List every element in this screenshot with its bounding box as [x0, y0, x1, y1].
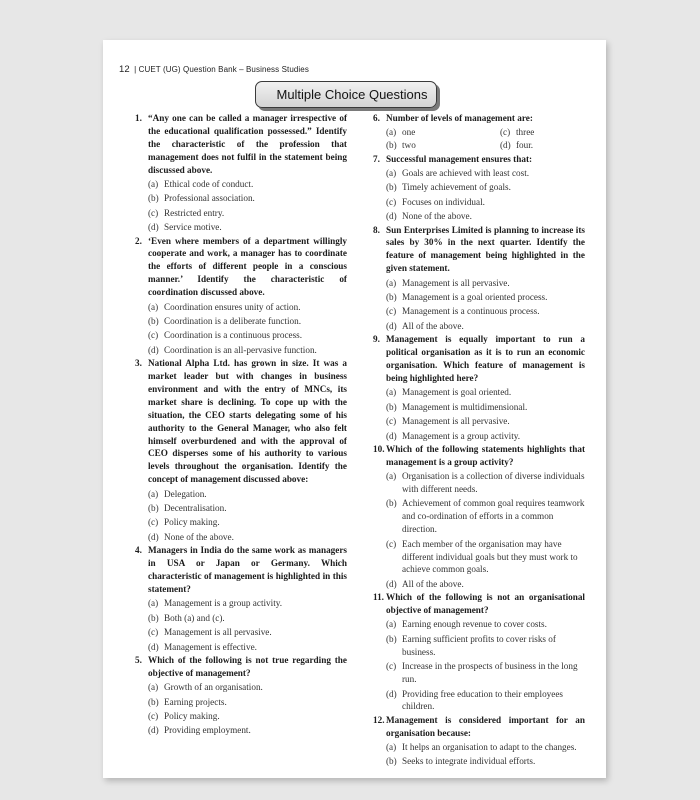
- option-d: [148, 531, 347, 544]
- option-text: Coordination is a deliberate function.: [164, 315, 302, 326]
- option-text: Timely achievement of goals.: [402, 182, 511, 193]
- option-text: None of the above.: [402, 211, 472, 222]
- options-grid: [386, 126, 585, 152]
- option-c: [148, 207, 347, 220]
- option-letter: (a): [148, 179, 159, 190]
- option-d: [386, 578, 585, 591]
- option-d: [386, 320, 585, 333]
- option-letter: (b): [148, 315, 159, 326]
- option-b: [148, 315, 347, 328]
- question-number: 1.: [135, 113, 142, 123]
- option-letter: (b): [148, 193, 159, 204]
- option-c: [386, 660, 585, 686]
- option-text: Providing free education to their employees children.: [402, 688, 563, 712]
- question-10: [373, 443, 585, 591]
- option-b: [148, 192, 347, 205]
- option-letter: (a): [386, 168, 397, 179]
- option-text: Achievement of common goal requires teamwork and co-ordination of efforts in a common direction.: [402, 498, 585, 535]
- right-column: [373, 112, 585, 768]
- question-7: [373, 153, 585, 224]
- option-letter: (c): [386, 538, 397, 549]
- option-b: [148, 502, 347, 515]
- option-text: Service motive.: [164, 222, 222, 233]
- option-text: All of the above.: [402, 578, 464, 589]
- question-stem: National Alpha Ltd. has grown in size. It was a market leader but with changes in business environment and with the entry of MNCs, its market share is declining. To cope up with the situation, the CEO starts delegating some of his authority to the General Manager, who also felt himself overburdened and with the approval of CEO disperses some of his authority to various levels throughout the organisation. Identify the concept of management discussed above:: [148, 358, 347, 485]
- question-number: 10.: [373, 443, 385, 454]
- option-text: Management is multidimensional.: [402, 401, 528, 412]
- left-column: [135, 112, 347, 737]
- option-text: Management is all pervasive.: [402, 277, 510, 288]
- option-c: [148, 710, 347, 723]
- question-number: 7.: [373, 153, 380, 164]
- option-letter: (d): [148, 531, 159, 542]
- option-letter: (a): [148, 598, 159, 609]
- option-letter: (c): [148, 627, 159, 638]
- question-number: 5.: [135, 654, 142, 665]
- option-letter: (a): [148, 682, 159, 693]
- option-letter: (d): [148, 725, 159, 736]
- question-stem: Which of the following is not an organisational objective of management?: [386, 592, 585, 616]
- option-text: Organisation is a collection of diverse individuals with different needs.: [402, 471, 585, 495]
- question-stem: Sun Enterprises Limited is planning to increase its sales by 30% in the next quarter. Identify the feature of management being highlighted in the given statement.: [386, 224, 585, 274]
- option-d: [148, 641, 347, 654]
- option-a: [386, 618, 585, 631]
- option-letter: (b): [386, 182, 397, 193]
- option-text: Increase in the prospects of business in the long run.: [402, 661, 578, 685]
- question-5: [135, 654, 347, 737]
- option-letter: (d): [500, 140, 511, 151]
- question-stem: Which of the following is not true regarding the objective of management?: [148, 654, 347, 678]
- question-number: 6.: [373, 113, 380, 123]
- option-letter: (d): [148, 222, 159, 233]
- question-stem: Successful management ensures that:: [386, 153, 533, 164]
- question-number: 3.: [135, 358, 142, 369]
- question-number: 11.: [373, 592, 384, 603]
- option-c: [386, 415, 585, 428]
- option-text: Delegation.: [164, 488, 207, 499]
- option-c: [148, 329, 347, 342]
- option-text: Policy making.: [164, 710, 220, 721]
- option-text: Focuses on individual.: [402, 196, 485, 207]
- option-letter: (a): [386, 277, 397, 288]
- option-letter: (b): [386, 498, 397, 509]
- option-text: Restricted entry.: [164, 207, 225, 218]
- option-text: Coordination is an all-pervasive function.: [164, 344, 317, 355]
- option-text: four.: [516, 140, 534, 151]
- option-text: Both (a) and (c).: [164, 612, 225, 623]
- book-page: [103, 40, 606, 778]
- option-text: Management is a continuous process.: [402, 306, 540, 317]
- option-a: [386, 126, 500, 139]
- option-text: Professional association.: [164, 193, 255, 204]
- option-text: three: [516, 127, 535, 138]
- option-letter: (c): [386, 306, 397, 317]
- option-letter: (d): [148, 641, 159, 652]
- question-stem: Managers in India do the same work as managers in USA or Japan or Germany. Which characteristic of management is highlighted in this statement?: [148, 545, 347, 594]
- option-d: [386, 688, 585, 714]
- option-text: Management is a goal oriented process.: [402, 292, 548, 303]
- page-number: 12: [119, 64, 130, 75]
- question-1: [135, 112, 347, 234]
- option-b: [386, 181, 585, 194]
- option-b: [386, 497, 585, 536]
- question-8: [373, 224, 585, 333]
- question-stem: Management is equally important to run a political organisation as it is to run an economic organisation. Which feature of management is being highlighted here?: [386, 334, 585, 383]
- question-stem: “Any one can be called a manager irrespective of the educational qualification possessed.” Identify the characteristic of the profession that management does not fulfil in the statement being discussed above.: [148, 113, 347, 175]
- option-text: None of the above.: [164, 531, 234, 542]
- option-letter: (d): [386, 211, 397, 222]
- option-letter: (d): [386, 320, 397, 331]
- option-letter: (c): [386, 196, 397, 207]
- option-text: Ethical code of conduct.: [164, 179, 254, 190]
- option-text: Management is a group activity.: [164, 598, 283, 609]
- option-letter: (b): [386, 401, 397, 412]
- option-a: [386, 741, 585, 754]
- option-text: Coordination ensures unity of action.: [164, 301, 301, 312]
- option-c: [386, 196, 585, 209]
- option-text: Goals are achieved with least cost.: [402, 168, 530, 179]
- option-letter: (b): [386, 756, 397, 767]
- question-number: 12.: [373, 714, 385, 725]
- option-c: [148, 626, 347, 639]
- option-text: one: [402, 127, 416, 138]
- option-a: [386, 470, 585, 496]
- option-letter: (c): [148, 330, 159, 341]
- running-header: [119, 64, 309, 75]
- option-d: [386, 210, 585, 223]
- option-a: [148, 178, 347, 191]
- option-d: [148, 344, 347, 357]
- option-letter: (c): [500, 127, 511, 138]
- option-letter: (a): [386, 127, 397, 138]
- question-9: [373, 333, 585, 442]
- question-stem: Which of the following statements highlights that management is a group activity?: [386, 443, 585, 467]
- option-c: [386, 538, 585, 577]
- question-11: [373, 591, 585, 713]
- question-12: [373, 714, 585, 769]
- option-d: [148, 221, 347, 234]
- question-number: 2.: [135, 235, 142, 246]
- option-letter: (a): [386, 619, 397, 630]
- option-letter: (c): [148, 207, 159, 218]
- option-letter: (d): [148, 344, 159, 355]
- question-number: 4.: [135, 545, 142, 556]
- option-b: [148, 612, 347, 625]
- option-text: Management is effective.: [164, 641, 257, 652]
- option-b: [386, 139, 500, 152]
- option-d: [500, 139, 590, 152]
- option-text: Coordination is a continuous process.: [164, 330, 303, 341]
- option-b: [386, 291, 585, 304]
- option-text: Earning sufficient profits to cover risks of business.: [402, 633, 556, 657]
- option-c: [386, 305, 585, 318]
- option-text: Seeks to integrate individual efforts.: [402, 756, 536, 767]
- option-letter: (d): [386, 578, 397, 589]
- option-b: [386, 633, 585, 659]
- option-letter: (c): [148, 710, 159, 721]
- option-a: [148, 301, 347, 314]
- question-stem: Management is considered important for an organisation because:: [386, 714, 585, 738]
- question-2: [135, 235, 347, 357]
- option-a: [148, 681, 347, 694]
- option-letter: (c): [148, 517, 159, 528]
- option-text: It helps an organisation to adapt to the changes.: [402, 742, 577, 753]
- option-letter: (a): [386, 471, 397, 482]
- option-letter: (a): [386, 742, 397, 753]
- book-title: | CUET (UG) Question Bank – Business Studies: [134, 65, 309, 74]
- option-text: Earning projects.: [164, 696, 227, 707]
- option-text: Providing employment.: [164, 725, 251, 736]
- option-text: two: [402, 140, 416, 151]
- option-text: Management is all pervasive.: [164, 627, 272, 638]
- option-b: [148, 696, 347, 709]
- section-title: Multiple Choice Questions: [276, 87, 428, 102]
- option-text: Each member of the organisation may have different individual goals but they must work to achieve common goals.: [402, 538, 578, 575]
- option-letter: (d): [386, 430, 397, 441]
- option-d: [148, 724, 347, 737]
- option-c: [148, 516, 347, 529]
- option-letter: (c): [386, 661, 397, 672]
- option-text: Management is goal oriented.: [402, 387, 512, 398]
- option-text: Management is all pervasive.: [402, 416, 510, 427]
- option-letter: (a): [148, 488, 159, 499]
- option-letter: (b): [386, 633, 397, 644]
- question-6: [373, 112, 585, 152]
- option-a: [148, 488, 347, 501]
- option-c: [500, 126, 590, 139]
- option-letter: (b): [148, 612, 159, 623]
- option-letter: (b): [148, 503, 159, 514]
- question-number: 8.: [373, 224, 380, 235]
- option-letter: (d): [386, 688, 397, 699]
- option-b: [386, 401, 585, 414]
- option-text: Policy making.: [164, 517, 220, 528]
- option-text: All of the above.: [402, 320, 464, 331]
- option-a: [386, 386, 585, 399]
- option-a: [386, 277, 585, 290]
- option-letter: (b): [148, 696, 159, 707]
- question-stem: ‘Even where members of a department willingly cooperate and work, a manager has to coordinate the efforts of different people in a conscious manner.’ Identify the characteristic of coordination discussed above.: [148, 235, 347, 298]
- question-number: 9.: [373, 334, 380, 345]
- option-letter: (b): [386, 292, 397, 303]
- question-stem: Number of levels of management are:: [386, 113, 533, 123]
- option-text: Earning enough revenue to cover costs.: [402, 619, 547, 630]
- option-text: Decentralisation.: [164, 503, 227, 514]
- option-d: [386, 430, 585, 443]
- option-letter: (a): [148, 301, 159, 312]
- option-text: Growth of an organisation.: [164, 682, 263, 693]
- option-letter: (a): [386, 387, 397, 398]
- question-3: [135, 357, 347, 544]
- option-text: Management is a group activity.: [402, 430, 521, 441]
- option-a: [386, 167, 585, 180]
- option-a: [148, 597, 347, 610]
- option-letter: (c): [386, 416, 397, 427]
- option-letter: (b): [386, 140, 397, 151]
- question-4: [135, 544, 347, 653]
- option-b: [386, 755, 585, 768]
